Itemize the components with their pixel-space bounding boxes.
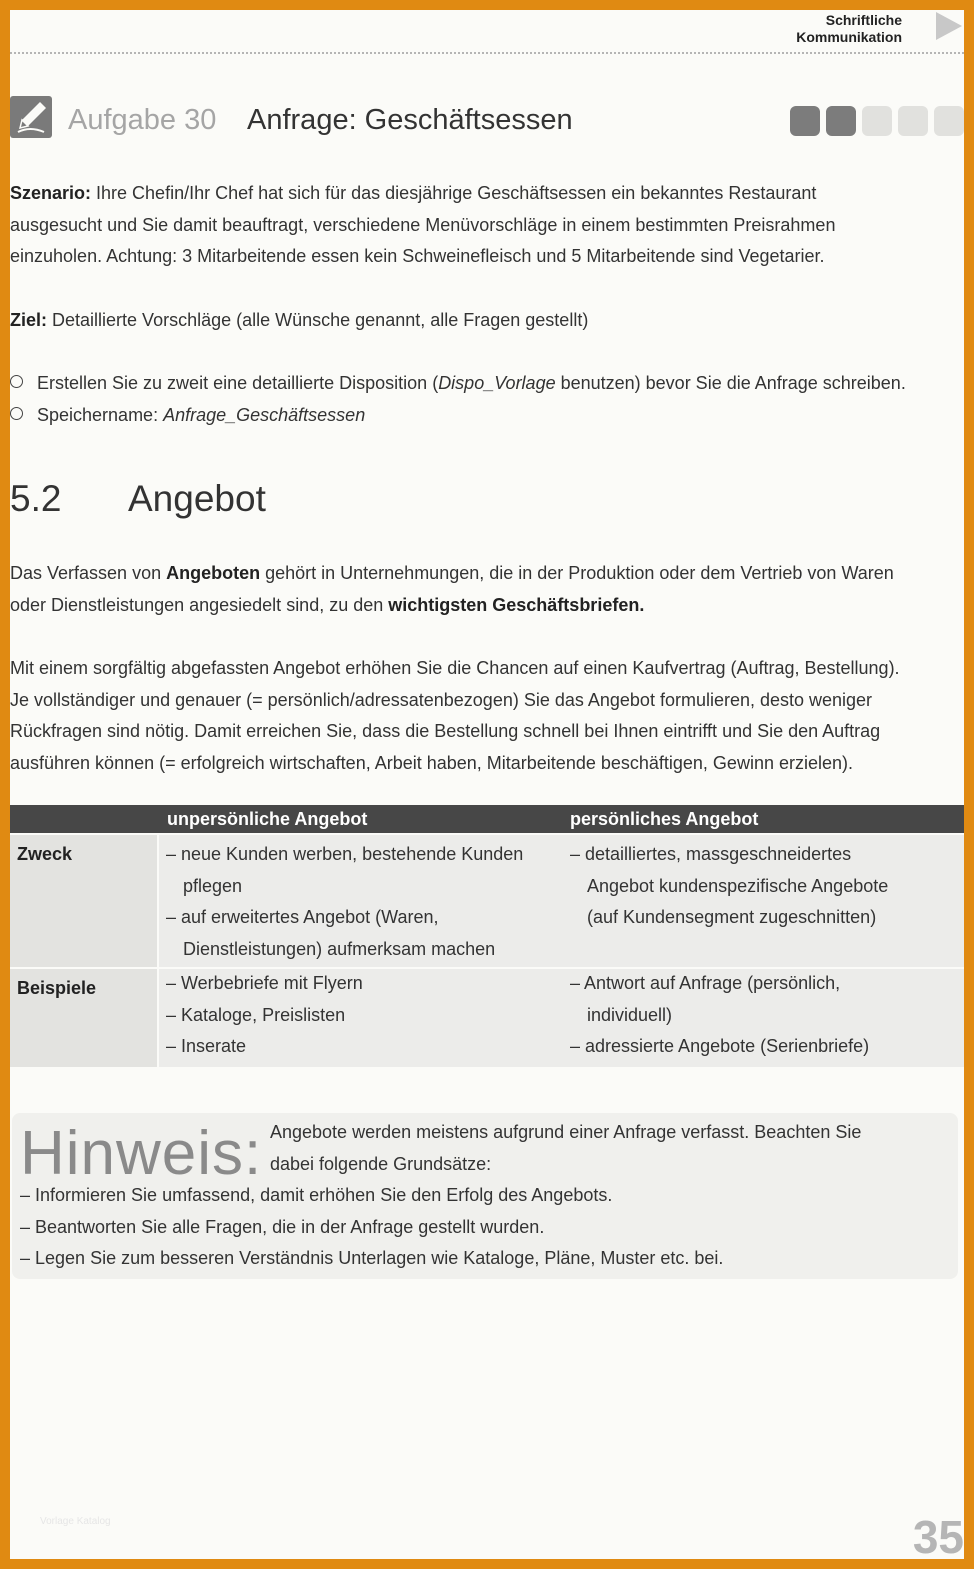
intro-line: ausführen können (= erfolgreich wirtschaften, Arbeit haben, Mitarbeitende beschäftigen, Gewinn erzielen). [10, 753, 853, 774]
row-label-text: Beispiele [17, 978, 97, 998]
chapter-label-line1: Schriftliche [825, 12, 902, 28]
intro-emphasis: Angeboten [166, 563, 261, 583]
intro-line: Rückfragen sind nötig. Damit erreichen Sie, dass die Bestellung schnell bei Ihnen eintrifft und Sie den Auftrag [10, 721, 881, 742]
chapter-label-line2: Kommunikation [796, 29, 902, 45]
table-row [10, 835, 964, 967]
hint-intro-line: Angebote werden meistens aufgrund einer Anfrage verfasst. Beachten Sie [270, 1122, 862, 1142]
pencil-edit-icon [10, 96, 52, 138]
watermark: Vorlage Katalog [40, 1516, 111, 1527]
cell-line: – Werbebriefe mit Flyern [166, 973, 363, 993]
page-number: 35 [912, 1511, 964, 1559]
cell-line: (auf Kundensegment zugeschnitten) [587, 907, 877, 928]
scenario-label: Szenario: [10, 183, 92, 203]
cell-line: – detailliertes, massgeschneidertes [570, 844, 852, 864]
hint-list [20, 1180, 723, 1275]
bullet-text: Erstellen Sie zu zweit eine detaillierte Disposition ( [37, 373, 439, 393]
difficulty-square-empty [934, 106, 964, 136]
section-number: 5.2 [10, 478, 62, 519]
intro-paragraph-1 [10, 558, 964, 621]
intro-text: gehört in Unternehmungen, die in der Produktion oder dem Vertrieb von Waren [260, 563, 894, 583]
column-header: unpersönliche Angebot [167, 809, 368, 829]
goal-text: Detaillierte Vorschläge (alle Wünsche genannt, alle Fragen gestellt) [47, 310, 589, 330]
goal-label: Ziel: [10, 310, 48, 330]
chapter-label [796, 12, 902, 46]
intro-text: Das Verfassen von [10, 563, 167, 583]
goal-paragraph [10, 305, 964, 337]
cell-line: – neue Kunden werben, bestehende Kunden [166, 844, 524, 864]
intro-line: Je vollständiger und genauer (= persönlich/adressatenbezogen) Sie das Angebot formulieren, desto weniger [10, 689, 873, 710]
intro-text: oder Dienstleistungen angesiedelt sind, zu den [10, 594, 389, 615]
row-label-text: Zweck [17, 844, 73, 864]
section-title: Angebot [128, 478, 266, 519]
bullet-filename: Anfrage_Geschäftsessen [163, 405, 366, 425]
table-row [10, 969, 964, 1067]
difficulty-square-filled [790, 106, 820, 136]
cell-line: – Antwort auf Anfrage (persönlich, [570, 973, 841, 993]
hint-heading: Hinweis: [20, 1119, 263, 1188]
task-title: Anfrage: Geschäftsessen [247, 104, 573, 136]
dotted-divider [10, 52, 964, 54]
cell-line: – adressierte Angebote (Serienbriefe) [570, 1036, 870, 1057]
scenario-paragraph [10, 178, 964, 273]
bullet-circle-icon [10, 375, 23, 388]
cell-line: – Kataloge, Preislisten [166, 1004, 346, 1025]
difficulty-square-empty [862, 106, 892, 136]
scenario-line-2: ausgesucht und Sie damit beauftragt, verschiedene Menüvorschläge in einem bestimmten Preisrahmen [10, 214, 836, 235]
bullet-item [10, 368, 906, 400]
difficulty-square-empty [898, 106, 928, 136]
difficulty-square-filled [826, 106, 856, 136]
document-page [10, 10, 964, 1559]
scenario-line-1: Ihre Chefin/Ihr Chef hat sich für das diesjährige Geschäftsessen ein bekanntes Restaurant [91, 183, 817, 203]
intro-emphasis: wichtigsten Geschäftsbriefen. [388, 594, 645, 615]
table-header [10, 805, 964, 833]
bullet-circle-icon [10, 407, 23, 420]
hint-item: – Informieren Sie umfassend, damit erhöhen Sie den Erfolg des Angebots. [20, 1185, 613, 1205]
cell-line: – Inserate [166, 1036, 247, 1057]
table-cell [570, 839, 888, 934]
table-cell [166, 839, 523, 966]
row-label [10, 969, 157, 1067]
cell-line: Angebot kundenspezifische Angebote [587, 875, 889, 896]
bullet-item [10, 400, 365, 432]
play-arrow-icon [936, 12, 962, 40]
cell-line: – auf erweitertes Angebot (Waren, [166, 907, 439, 928]
intro-line: Mit einem sorgfältig abgefassten Angebot erhöhen Sie die Chancen auf einen Kaufvertrag (Auftrag, Bestellung). [10, 658, 900, 678]
hint-item: – Legen Sie zum besseren Verständnis Unterlagen wie Kataloge, Pläne, Muster etc. bei. [20, 1248, 724, 1269]
hint-intro [270, 1117, 861, 1180]
task-number: Aufgabe 30 [68, 104, 217, 136]
intro-paragraph-2 [10, 653, 964, 780]
cell-line: pflegen [183, 875, 243, 896]
row-label [10, 835, 157, 967]
cell-line: Dienstleistungen) aufmerksam machen [183, 939, 496, 960]
bullet-text: Speichername: [37, 405, 164, 425]
table-cell [166, 968, 363, 1063]
cell-line: individuell) [587, 1004, 673, 1025]
scenario-line-3: einzuholen. Achtung: 3 Mitarbeitende essen kein Schweinefleisch und 5 Mitarbeitende sind Vegetarier. [10, 246, 825, 267]
bullet-text-end: benutzen) bevor Sie die Anfrage schreiben. [555, 373, 906, 393]
hint-item: – Beantworten Sie alle Fragen, die in der Anfrage gestellt wurden. [20, 1216, 545, 1237]
column-header: persönliches Angebot [570, 809, 759, 829]
hint-intro-line: dabei folgende Grundsätze: [270, 1153, 492, 1174]
bullet-filename: Dispo_Vorlage [438, 373, 556, 393]
table-cell [570, 968, 869, 1063]
